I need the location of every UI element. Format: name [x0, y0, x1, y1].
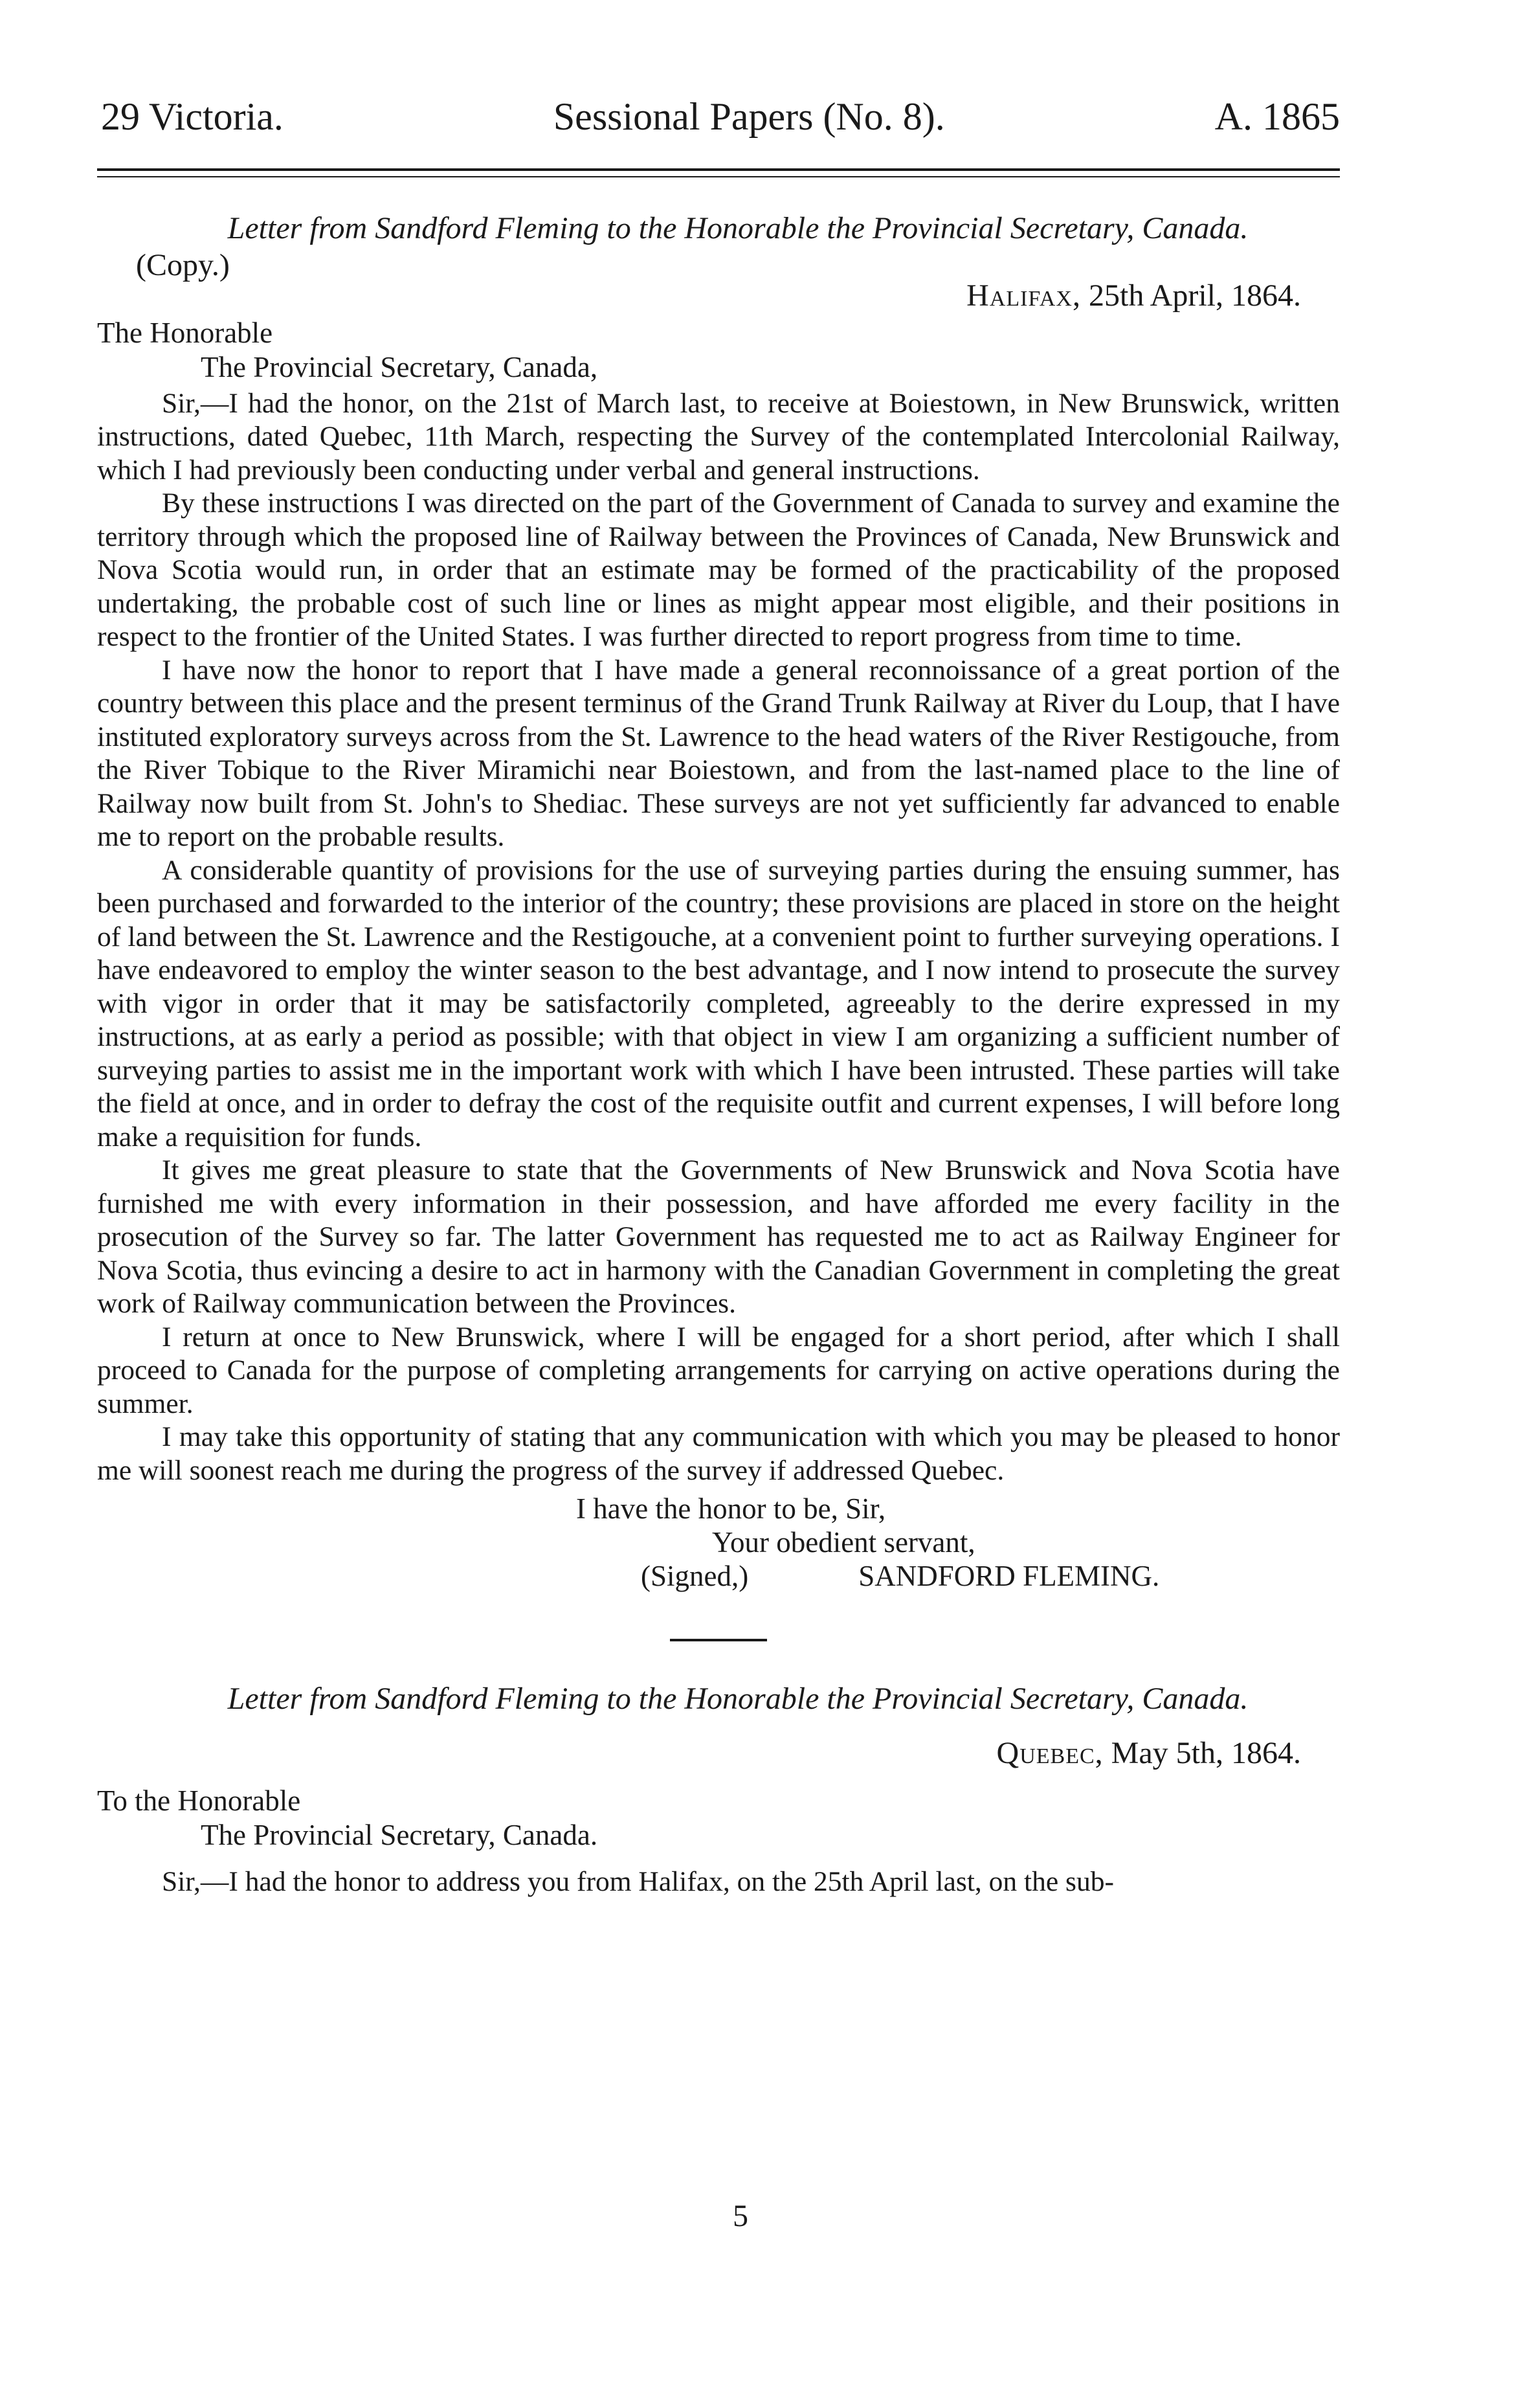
letter2-date: May 5th, 1864. — [1111, 1736, 1301, 1771]
letter1-address-line2: The Provincial Secretary, Canada, — [201, 350, 598, 383]
letter1-paragraph: I return at once to New Brunswick, where I will be engaged for a short period, after which I shall proceed to Canada for the purpose of completing arrangements for carrying on active operations during the summer. — [97, 1321, 1340, 1419]
letter1-paragraph: It gives me great pleasure to state that the Governments of New Brunswick and Nova Scotia have furnished me with every information in their possession, and have afforded me every facility in the prosecution of the Survey so far. The latter Government has requested me to act as Railway Engineer for Nova Scotia, thus evincing a desire to act in harmony with the Canadian Government in completing the great work of Railway communication between the Provinces. — [97, 1154, 1340, 1320]
letter1-body — [97, 387, 1340, 1488]
signature-block — [97, 1560, 1340, 1593]
closing-line2: Your obedient servant, — [712, 1526, 975, 1559]
letter2-address-line2: The Provincial Secretary, Canada. — [201, 1819, 598, 1852]
letter1-address-line1: The Honorable — [97, 316, 273, 349]
header-title: Sessional Papers (No. 8). — [553, 95, 945, 138]
header-year: A. 1865 — [1214, 95, 1340, 138]
letter2-paragraph: Sir,—I had the honor to address you from Halifax, on the 25th April last, on the sub- — [162, 1866, 1114, 1898]
letter1-closing — [97, 1492, 1340, 1593]
signature-name: SANDFORD FLEMING. — [858, 1559, 1160, 1592]
section-divider — [670, 1639, 767, 1641]
letter2-address — [97, 1784, 1340, 1852]
letter1-title: Letter from Sandford Fleming to the Honorable the Provincial Secretary, Canada. — [227, 211, 1249, 245]
letter1-date-place: Halifax, — [966, 278, 1081, 313]
letter1-paragraph: I have now the honor to report that I have made a general reconnoissance of a great portion of the country between this place and the present terminus of the Grand Trunk Railway at River du Loup, that I have instituted exploratory surveys across from the St. Lawrence to the head waters of the River Restigouche, from the River Tobique to the River Miramichi near Boiestown, and from the last-named place to the line of Railway now built from St. John's to Shediac. These surveys are not yet sufficiently far advanced to enable me to report on the probable results. — [97, 654, 1340, 853]
header-session: 29 Victoria. — [101, 95, 284, 138]
letter2-body — [97, 1865, 1340, 1899]
letter2-date-place: Quebec, — [996, 1736, 1104, 1771]
letter2-address-line1: To the Honorable — [97, 1784, 301, 1817]
letter1-paragraph: I may take this opportunity of stating that any communication with which you may be pleased to honor me will soonest reach me during the progress of the survey if addressed Quebec. — [97, 1421, 1340, 1486]
letter1-address — [97, 316, 1340, 385]
letter2-title: Letter from Sandford Fleming to the Honorable the Provincial Secretary, Canada. — [227, 1681, 1249, 1716]
letter1-dateline — [97, 278, 1301, 313]
header-rule — [97, 168, 1340, 177]
running-header — [101, 97, 1340, 136]
signed-note: (Signed,) — [641, 1559, 749, 1592]
closing-line1: I have the honor to be, Sir, — [576, 1492, 886, 1525]
document-page — [97, 97, 1340, 1899]
page-number: 5 — [733, 2199, 748, 2233]
letter1-date: 25th April, 1864. — [1088, 278, 1301, 313]
letter2-dateline — [97, 1735, 1301, 1771]
letter1-copy-note: (Copy.) — [136, 247, 230, 282]
letter1-paragraph: A considerable quantity of provisions for the use of surveying parties during the ensuing summer, has been purchased and forwarded to the interior of the country; these provisions are placed in store on the height of land between the St. Lawrence and the Restigouche, at a convenient point to further surveying operations. I have endeavored to employ the winter season to the best advantage, and I now intend to prosecute the survey with vigor in order that it may be satisfactorily completed, agreeably to the derire expressed in my instructions, at as early a period as possible; with that object in view I am organizing a sufficient number of surveying parties to assist me in the important work with which I have been intrusted. These parties will take the field at once, and in order to defray the cost of the requisite outfit and current expenses, I will before long make a requisition for funds. — [97, 854, 1340, 1153]
letter1-paragraph: By these instructions I was directed on the part of the Government of Canada to survey and examine the territory through which the proposed line of Railway between the Provinces of Canada, New Brunswick and Nova Scotia would run, in order that an estimate may be formed of the practicability of the proposed undertaking, the probable cost of such line or lines as might appear most eligible, and their positions in respect to the frontier of the United States. I was further directed to report progress from time to time. — [97, 488, 1340, 653]
letter1-paragraph: Sir,—I had the honor, on the 21st of March last, to receive at Boiestown, in New Brunswick, written instructions, dated Quebec, 11th March, respecting the Survey of the contemplated Intercolonial Railway, which I had previously been conducting under verbal and general instructions. — [97, 387, 1340, 486]
